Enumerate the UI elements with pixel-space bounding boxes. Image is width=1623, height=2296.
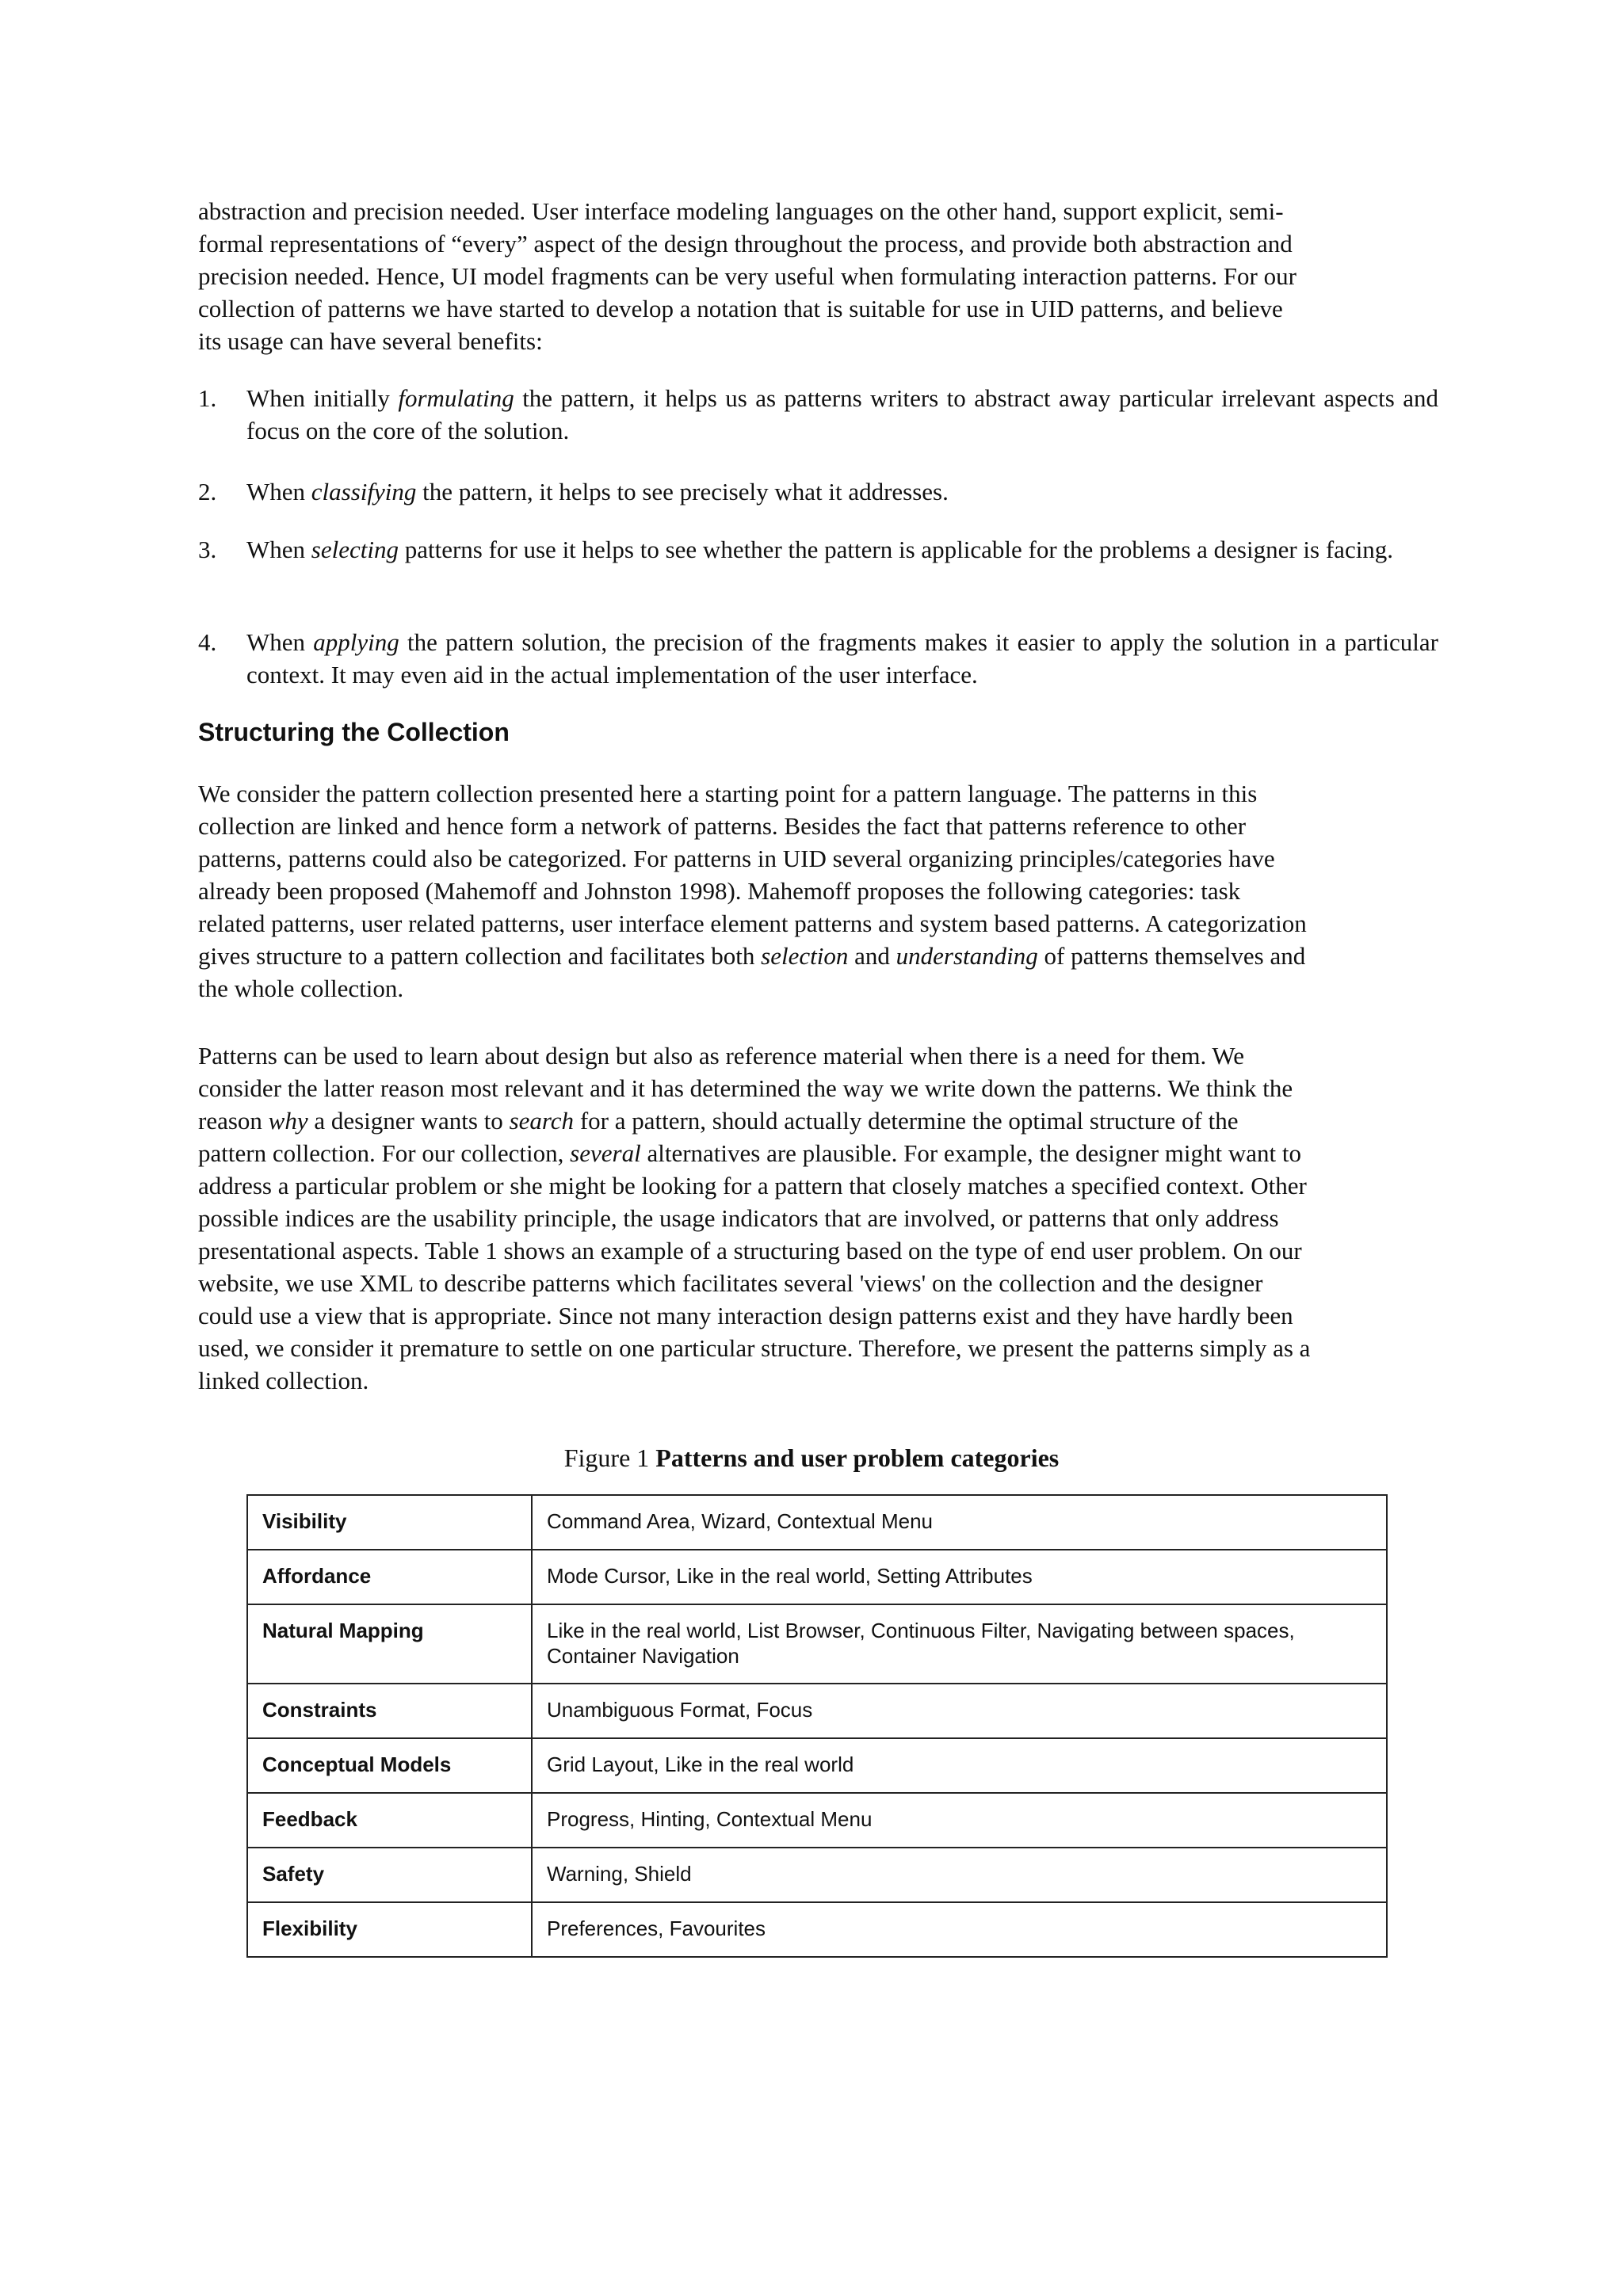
list-number: 2.	[198, 478, 217, 505]
paragraph-line: Patterns can be used to learn about design but also as reference material when there is a need for them. We	[198, 1042, 1244, 1070]
paragraph-line: related patterns, user related patterns, user interface element patterns and system based patterns. A categorization	[198, 910, 1307, 937]
paragraph-line: pattern collection. For our collection, several alternatives are plausible. For example, the designer might want to	[198, 1139, 1302, 1167]
intro-line: collection of patterns we have started to develop a notation that is suitable for use in UID patterns, and believe	[198, 295, 1283, 322]
paragraph-line: collection are linked and hence form a network of patterns. Besides the fact that patterns reference to other	[198, 812, 1247, 840]
section-paragraph-1	[198, 777, 1438, 1005]
patterns-cell: Command Area, Wizard, Contextual Menu	[532, 1495, 1387, 1550]
table-row	[247, 1495, 1387, 1550]
patterns-cell: Warning, Shield	[532, 1848, 1387, 1902]
table-row	[247, 1738, 1387, 1793]
category-cell: Safety	[247, 1848, 532, 1902]
category-cell: Constraints	[247, 1684, 532, 1738]
list-text: When selecting patterns for use it helps to see whether the pattern is applicable for the problems a designer is facing.	[246, 536, 1394, 563]
patterns-cell: Progress, Hinting, Contextual Menu	[532, 1793, 1387, 1848]
figure-caption	[0, 1442, 1623, 1474]
benefit-item-1	[198, 382, 1438, 447]
table-row	[247, 1604, 1387, 1684]
category-cell: Conceptual Models	[247, 1738, 532, 1793]
table-row	[247, 1793, 1387, 1848]
paragraph-line: reason why a designer wants to search for a pattern, should actually determine the optimal structure of the	[198, 1107, 1239, 1135]
paragraph-line: consider the latter reason most relevant and it has determined the way we write down the patterns. We think the	[198, 1074, 1293, 1102]
paragraph-line: gives structure to a pattern collection and facilitates both selection and understanding of patterns themselves and	[198, 942, 1306, 970]
table-row	[247, 1848, 1387, 1902]
list-text: When applying the pattern solution, the precision of the fragments makes it easier to apply the solution in a particular context. It may even aid in the actual implementation of the user interface.	[246, 628, 1438, 688]
patterns-cell: Like in the real world, List Browser, Continuous Filter, Navigating between spaces, Container Navigation	[532, 1604, 1387, 1684]
section-paragraph-2	[198, 1039, 1438, 1397]
benefit-item-2	[198, 475, 1438, 508]
list-number: 1.	[198, 384, 217, 412]
patterns-cell: Preferences, Favourites	[532, 1902, 1387, 1957]
patterns-cell: Grid Layout, Like in the real world	[532, 1738, 1387, 1793]
list-number: 4.	[198, 628, 217, 656]
paragraph-line: could use a view that is appropriate. Since not many interaction design patterns exist and they have hardly been	[198, 1302, 1293, 1329]
table-row	[247, 1550, 1387, 1604]
category-cell: Feedback	[247, 1793, 532, 1848]
intro-line: its usage can have several benefits:	[198, 327, 543, 355]
paragraph-line: linked collection.	[198, 1367, 369, 1394]
table-row	[247, 1902, 1387, 1957]
benefit-item-3	[198, 533, 1438, 566]
section-heading: Structuring the Collection	[198, 718, 510, 746]
list-text: When classifying the pattern, it helps to see precisely what it addresses.	[246, 478, 949, 505]
paragraph-line: already been proposed (Mahemoff and Johnston 1998). Mahemoff proposes the following categories: task	[198, 877, 1241, 905]
list-text: When initially formulating the pattern, it helps us as patterns writers to abstract away particular irrelevant aspects and focus on the core of the solution.	[246, 384, 1438, 444]
list-number: 3.	[198, 536, 217, 563]
paragraph-line: website, we use XML to describe patterns which facilitates several 'views' on the collection and the designer	[198, 1269, 1263, 1297]
patterns-cell: Mode Cursor, Like in the real world, Setting Attributes	[532, 1550, 1387, 1604]
paragraph-line: address a particular problem or she might be looking for a pattern that closely matches a specified context. Other	[198, 1172, 1307, 1199]
figure-title: Patterns and user problem categories	[655, 1444, 1060, 1472]
benefit-item-4	[198, 626, 1438, 691]
category-cell: Visibility	[247, 1495, 532, 1550]
paragraph-line: We consider the pattern collection presented here a starting point for a pattern language. The patterns in this	[198, 780, 1258, 807]
paragraph-line: the whole collection.	[198, 974, 404, 1002]
intro-paragraph	[198, 195, 1438, 357]
paragraph-line: used, we consider it premature to settle on one particular structure. Therefore, we present the patterns simply as a	[198, 1334, 1311, 1362]
intro-line: abstraction and precision needed. User interface modeling languages on the other hand, support explicit, semi-	[198, 197, 1284, 225]
category-cell: Affordance	[247, 1550, 532, 1604]
intro-line: precision needed. Hence, UI model fragments can be very useful when formulating interaction patterns. For our	[198, 262, 1296, 290]
patterns-cell: Unambiguous Format, Focus	[532, 1684, 1387, 1738]
paragraph-line: presentational aspects. Table 1 shows an example of a structuring based on the type of end user problem. On our	[198, 1237, 1302, 1264]
intro-line: formal representations of “every” aspect of the design throughout the process, and provide both abstraction and	[198, 230, 1293, 257]
paragraph-line: possible indices are the usability principle, the usage indicators that are involved, or patterns that only address	[198, 1204, 1279, 1232]
figure-label: Figure 1	[563, 1444, 650, 1472]
category-cell: Natural Mapping	[247, 1604, 532, 1684]
table-row	[247, 1684, 1387, 1738]
category-cell: Flexibility	[247, 1902, 532, 1957]
paragraph-line: patterns, patterns could also be categorized. For patterns in UID several organizing principles/categories have	[198, 845, 1275, 872]
patterns-table	[246, 1494, 1388, 1958]
